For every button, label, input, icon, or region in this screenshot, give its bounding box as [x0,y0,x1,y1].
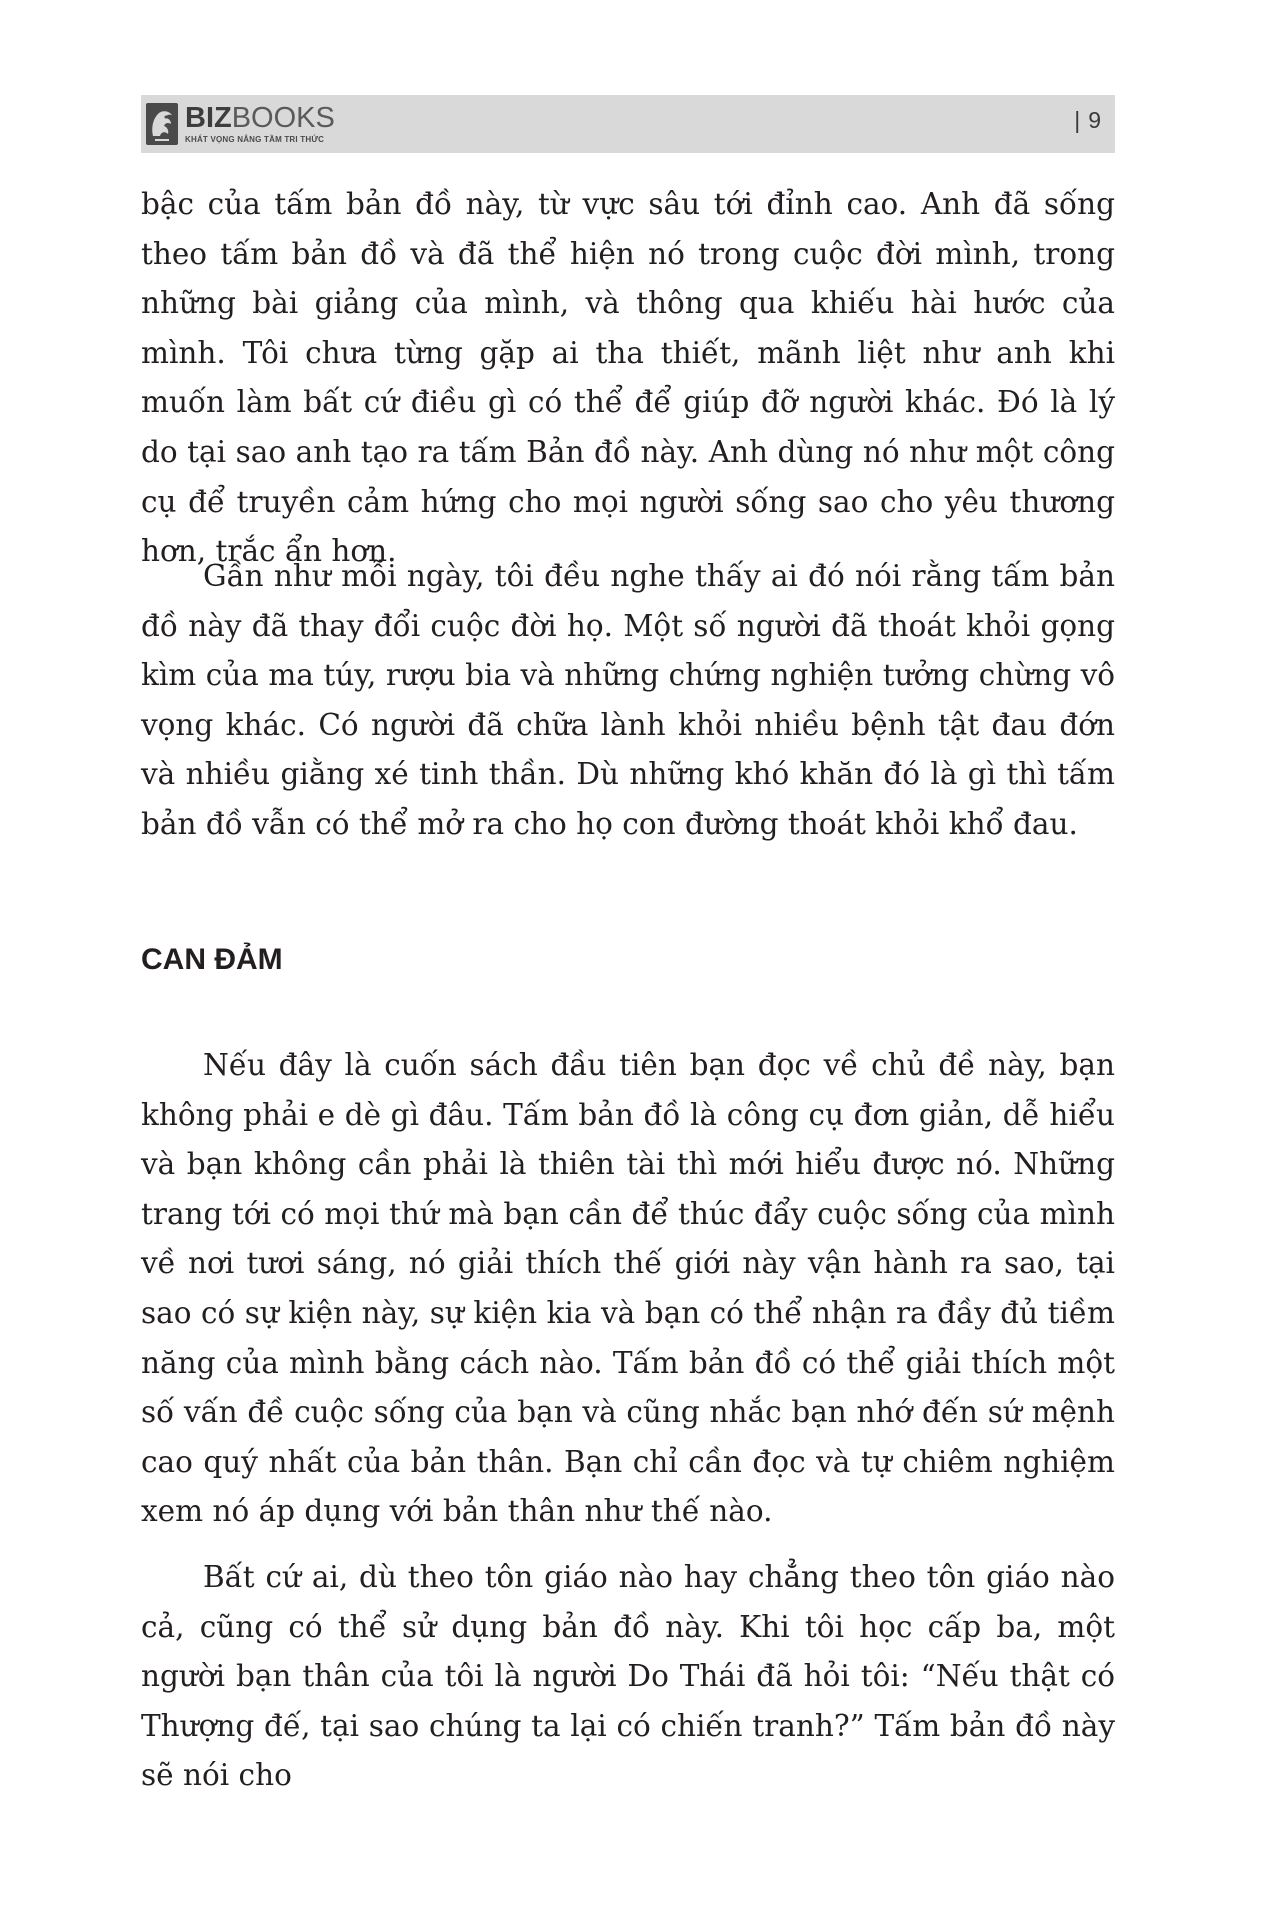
paragraph-3: Nếu đây là cuốn sách đầu tiên bạn đọc về chủ đề này, bạn không phải e dè gì đâu. Tấm bản đồ là công cụ đơn giản, dễ hiểu và bạn không cần phải là thiên tài thì mới hiểu được nó. Những trang tới có mọi thứ mà bạn cần để thúc đẩy cuộc sống của mình về nơi tươi sáng, nó giải thích thế giới này vận hành ra sao, tại sao có sự kiện này, sự kiện kia và bạn có thể nhận ra đầy đủ tiềm năng của mình bằng cách nào. Tấm bản đồ có thể giải thích một số vấn đề cuộc sống của bạn và cũng nhắc bạn nhớ đến sứ mệnh cao quý nhất của bản thân. Bạn chỉ cần đọc và tự chiêm nghiệm xem nó áp dụng với bản thân như thế nào. [141,1048,1115,1529]
paragraph-2: Gần như mỗi ngày, tôi đều nghe thấy ai đó nói rằng tấm bản đồ này đã thay đổi cuộc đời họ. Một số người đã thoát khỏi gọng kìm của ma túy, rượu bia và những chứng nghiện tưởng chừng vô vọng khác. Có người đã chữa lành khỏi nhiều bệnh tật đau đớn và nhiều giằng xé tinh thần. Dù những khó khăn đó là gì thì tấm bản đồ vẫn có thể mở ra cho họ con đường thoát khỏi khổ đau. [141,559,1115,841]
logo-biz: BIZ [185,102,232,134]
bizbooks-logo [145,99,335,149]
section-heading: CAN ĐẢM [141,943,283,976]
running-header [141,95,1115,153]
logo-books: BOOKS [231,102,335,134]
page-number: 9 [1088,107,1101,133]
logo-tagline: KHÁT VỌNG NÂNG TẦM TRI THỨC [185,135,325,144]
paragraph-4: Bất cứ ai, dù theo tôn giáo nào hay chẳng theo tôn giáo nào cả, cũng có thể sử dụng bản đồ này. Khi tôi học cấp ba, một người bạn thân của tôi là người Do Thái đã hỏi tôi: “Nếu thật có Thượng đế, tại sao chúng ta lại có chiến tranh?” Tấm bản đồ này sẽ nói cho [141,1560,1115,1793]
page-separator: | [1074,107,1081,133]
paragraph-1: bậc của tấm bản đồ này, từ vực sâu tới đỉnh cao. Anh đã sống theo tấm bản đồ và đã thể hiện nó trong cuộc đời mình, trong những bài giảng của mình, và thông qua khiếu hài hước của mình. Tôi chưa từng gặp ai tha thiết, mãnh liệt như anh khi muốn làm bất cứ điều gì có thể để giúp đỡ người khác. Đó là lý do tại sao anh tạo ra tấm Bản đồ này. Anh dùng nó như một công cụ để truyền cảm hứng cho mọi người sống sao cho yêu thương hơn, trắc ẩn hơn. [141,187,1115,569]
page-number-block [1074,107,1101,134]
logo-wordmark [185,104,335,133]
lion-logo-icon [145,102,179,146]
